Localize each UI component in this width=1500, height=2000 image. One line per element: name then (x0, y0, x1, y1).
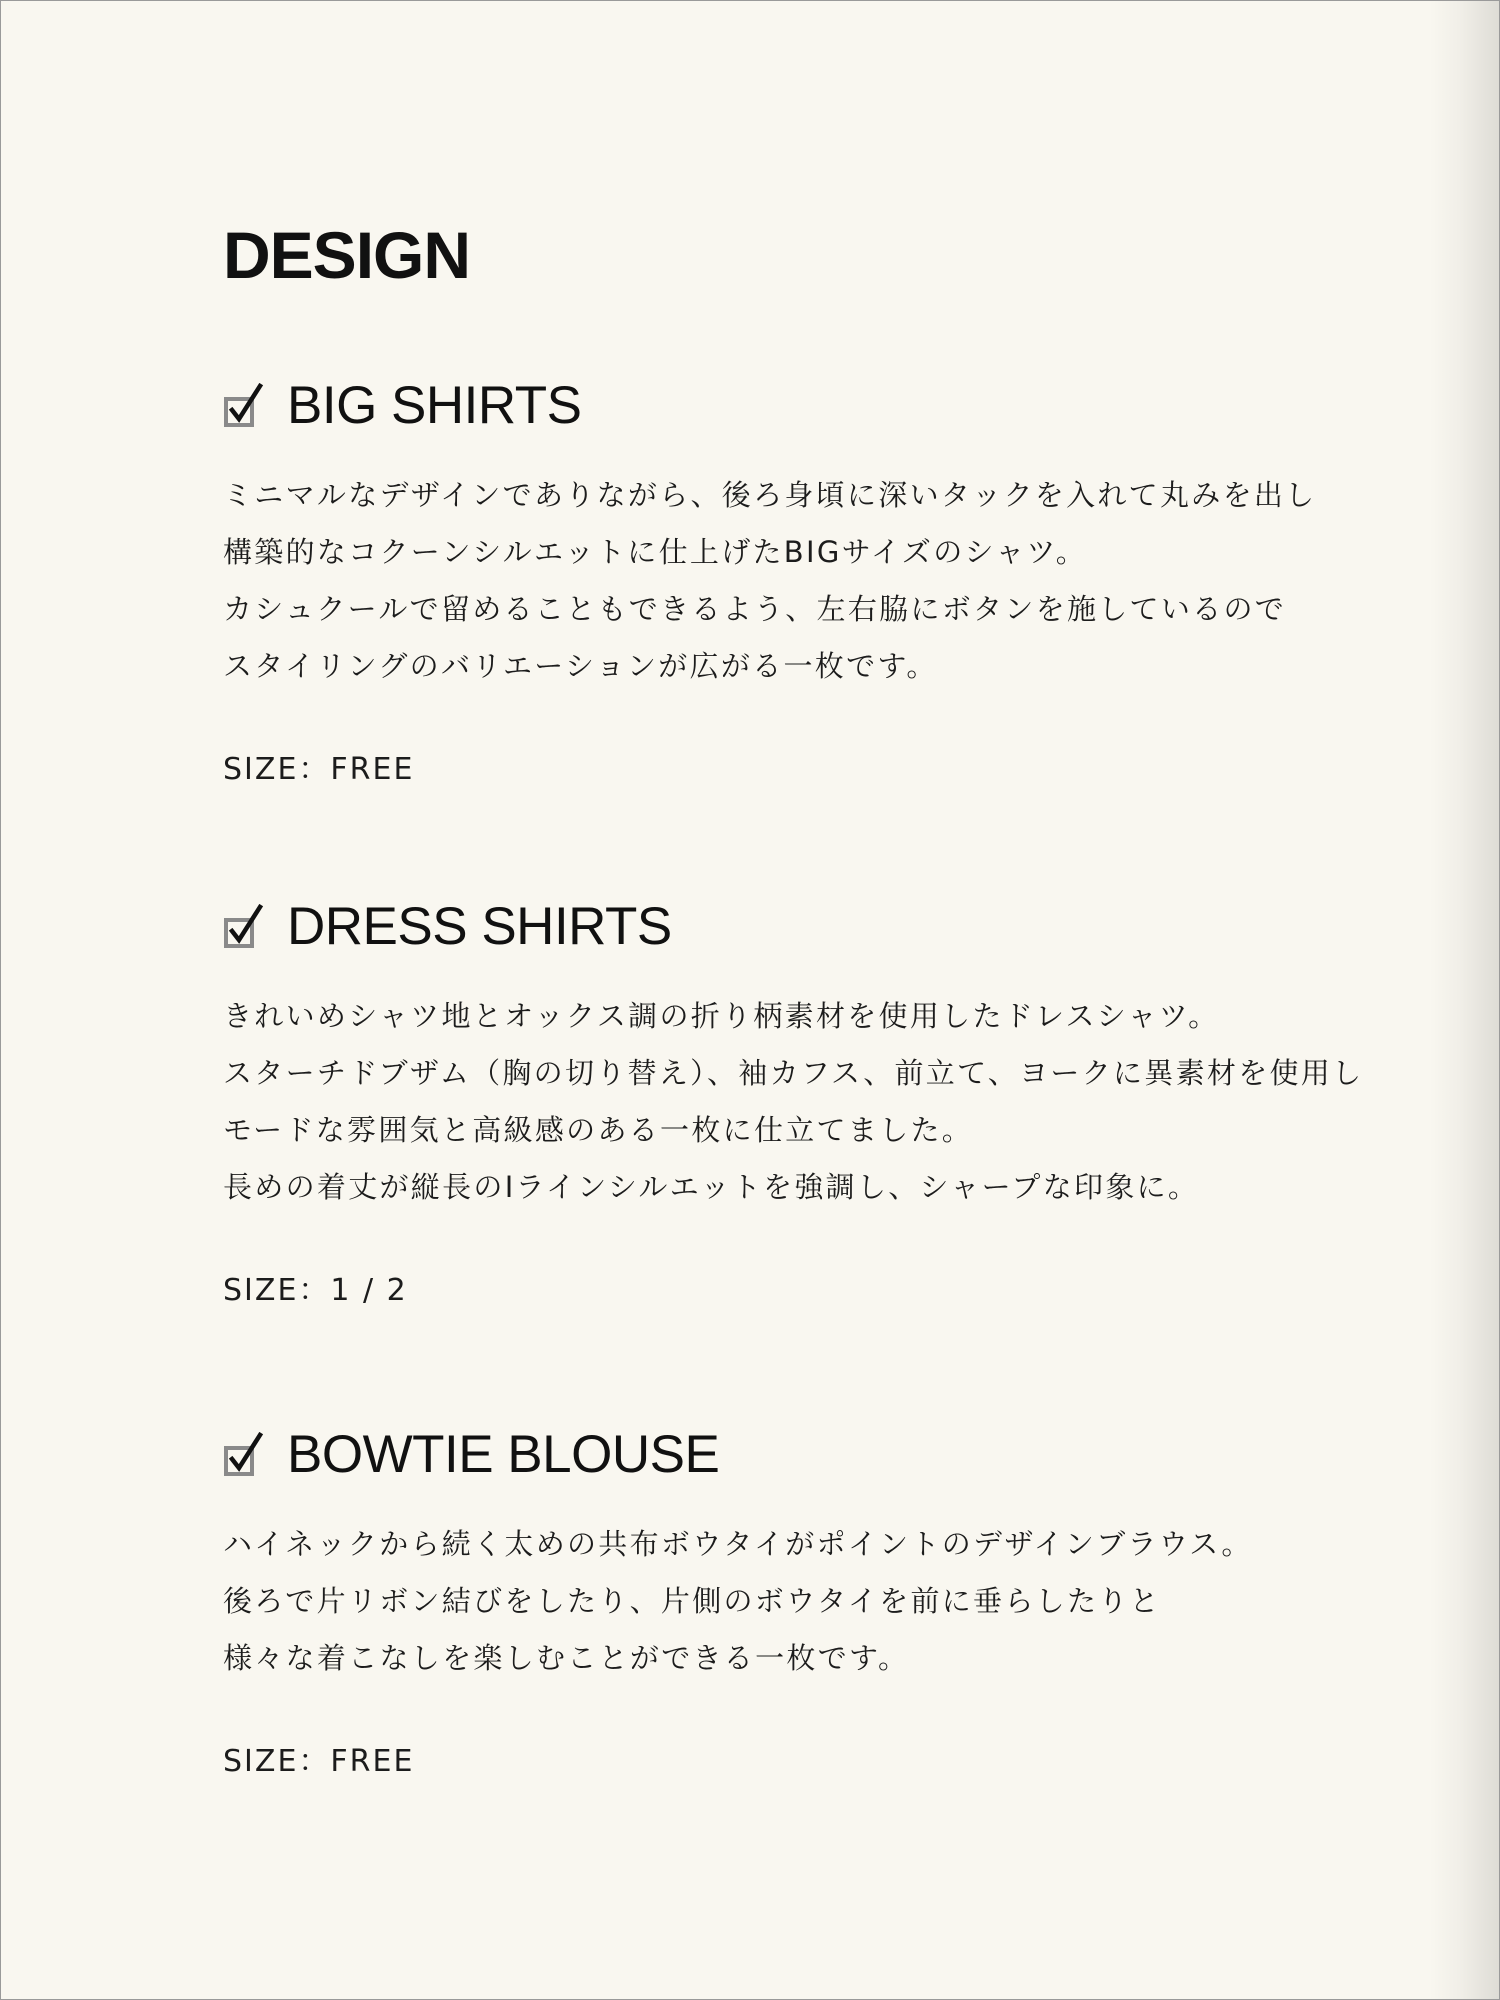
section-header (223, 1424, 1383, 1486)
size-label: SIZE：1 / 2 (223, 1273, 408, 1308)
section-description (223, 988, 1383, 1216)
description-line: ハイネックから続く太めの共布ボウタイがポイントのデザインブラウス。 (223, 1527, 1253, 1561)
description-line: きれいめシャツ地とオックス調の折り柄素材を使用したドレスシャツ。 (223, 999, 1220, 1033)
description-line: 後ろで片リボン結びをしたり、片側のボウタイを前に垂らしたりと (223, 1584, 1161, 1618)
section-title: BIG SHIRTS (287, 376, 582, 435)
section-big-shirts (223, 375, 1383, 790)
description-line: 様々な着こなしを楽しむことができる一枚です。 (223, 1641, 910, 1675)
section-description (223, 467, 1383, 695)
checkbox-checked-icon (223, 904, 267, 950)
description-line: ミニマルなデザインでありながら、後ろ身頃に深いタックを入れて丸みを出し (223, 478, 1317, 512)
size-label: SIZE：FREE (223, 1744, 415, 1779)
checkbox-checked-icon (223, 383, 267, 429)
description-line: スターチドブザム（胸の切り替え）、袖カフス、前立て、ヨークに異素材を使用し (223, 1056, 1364, 1090)
section-bowtie-blouse (223, 1424, 1383, 1782)
checkbox-checked-icon (223, 1432, 267, 1478)
section-title: DRESS SHIRTS (287, 897, 672, 956)
description-line: モードな雰囲気と高級感のある一枚に仕立てました。 (223, 1113, 974, 1147)
description-line: カシュクールで留めることもできるよう、左右脇にボタンを施しているので (223, 592, 1287, 626)
section-description (223, 1516, 1383, 1687)
content-area (223, 211, 1383, 1782)
section-title: BOWTIE BLOUSE (287, 1425, 720, 1484)
description-line: 構築的なコクーンシルエットに仕上げたBIGサイズのシャツ。 (223, 535, 1088, 569)
description-line: 長めの着丈が縦長のIラインシルエットを強調し、シャープな印象に。 (223, 1170, 1200, 1204)
size-label: SIZE：FREE (223, 752, 415, 787)
page-edge-shadow (1429, 1, 1499, 1999)
description-line: スタイリングのバリエーションが広がる一枚です。 (223, 649, 938, 683)
section-header (223, 375, 1383, 437)
section-header (223, 896, 1383, 958)
section-dress-shirts (223, 896, 1383, 1311)
page-title: DESIGN (223, 218, 471, 292)
